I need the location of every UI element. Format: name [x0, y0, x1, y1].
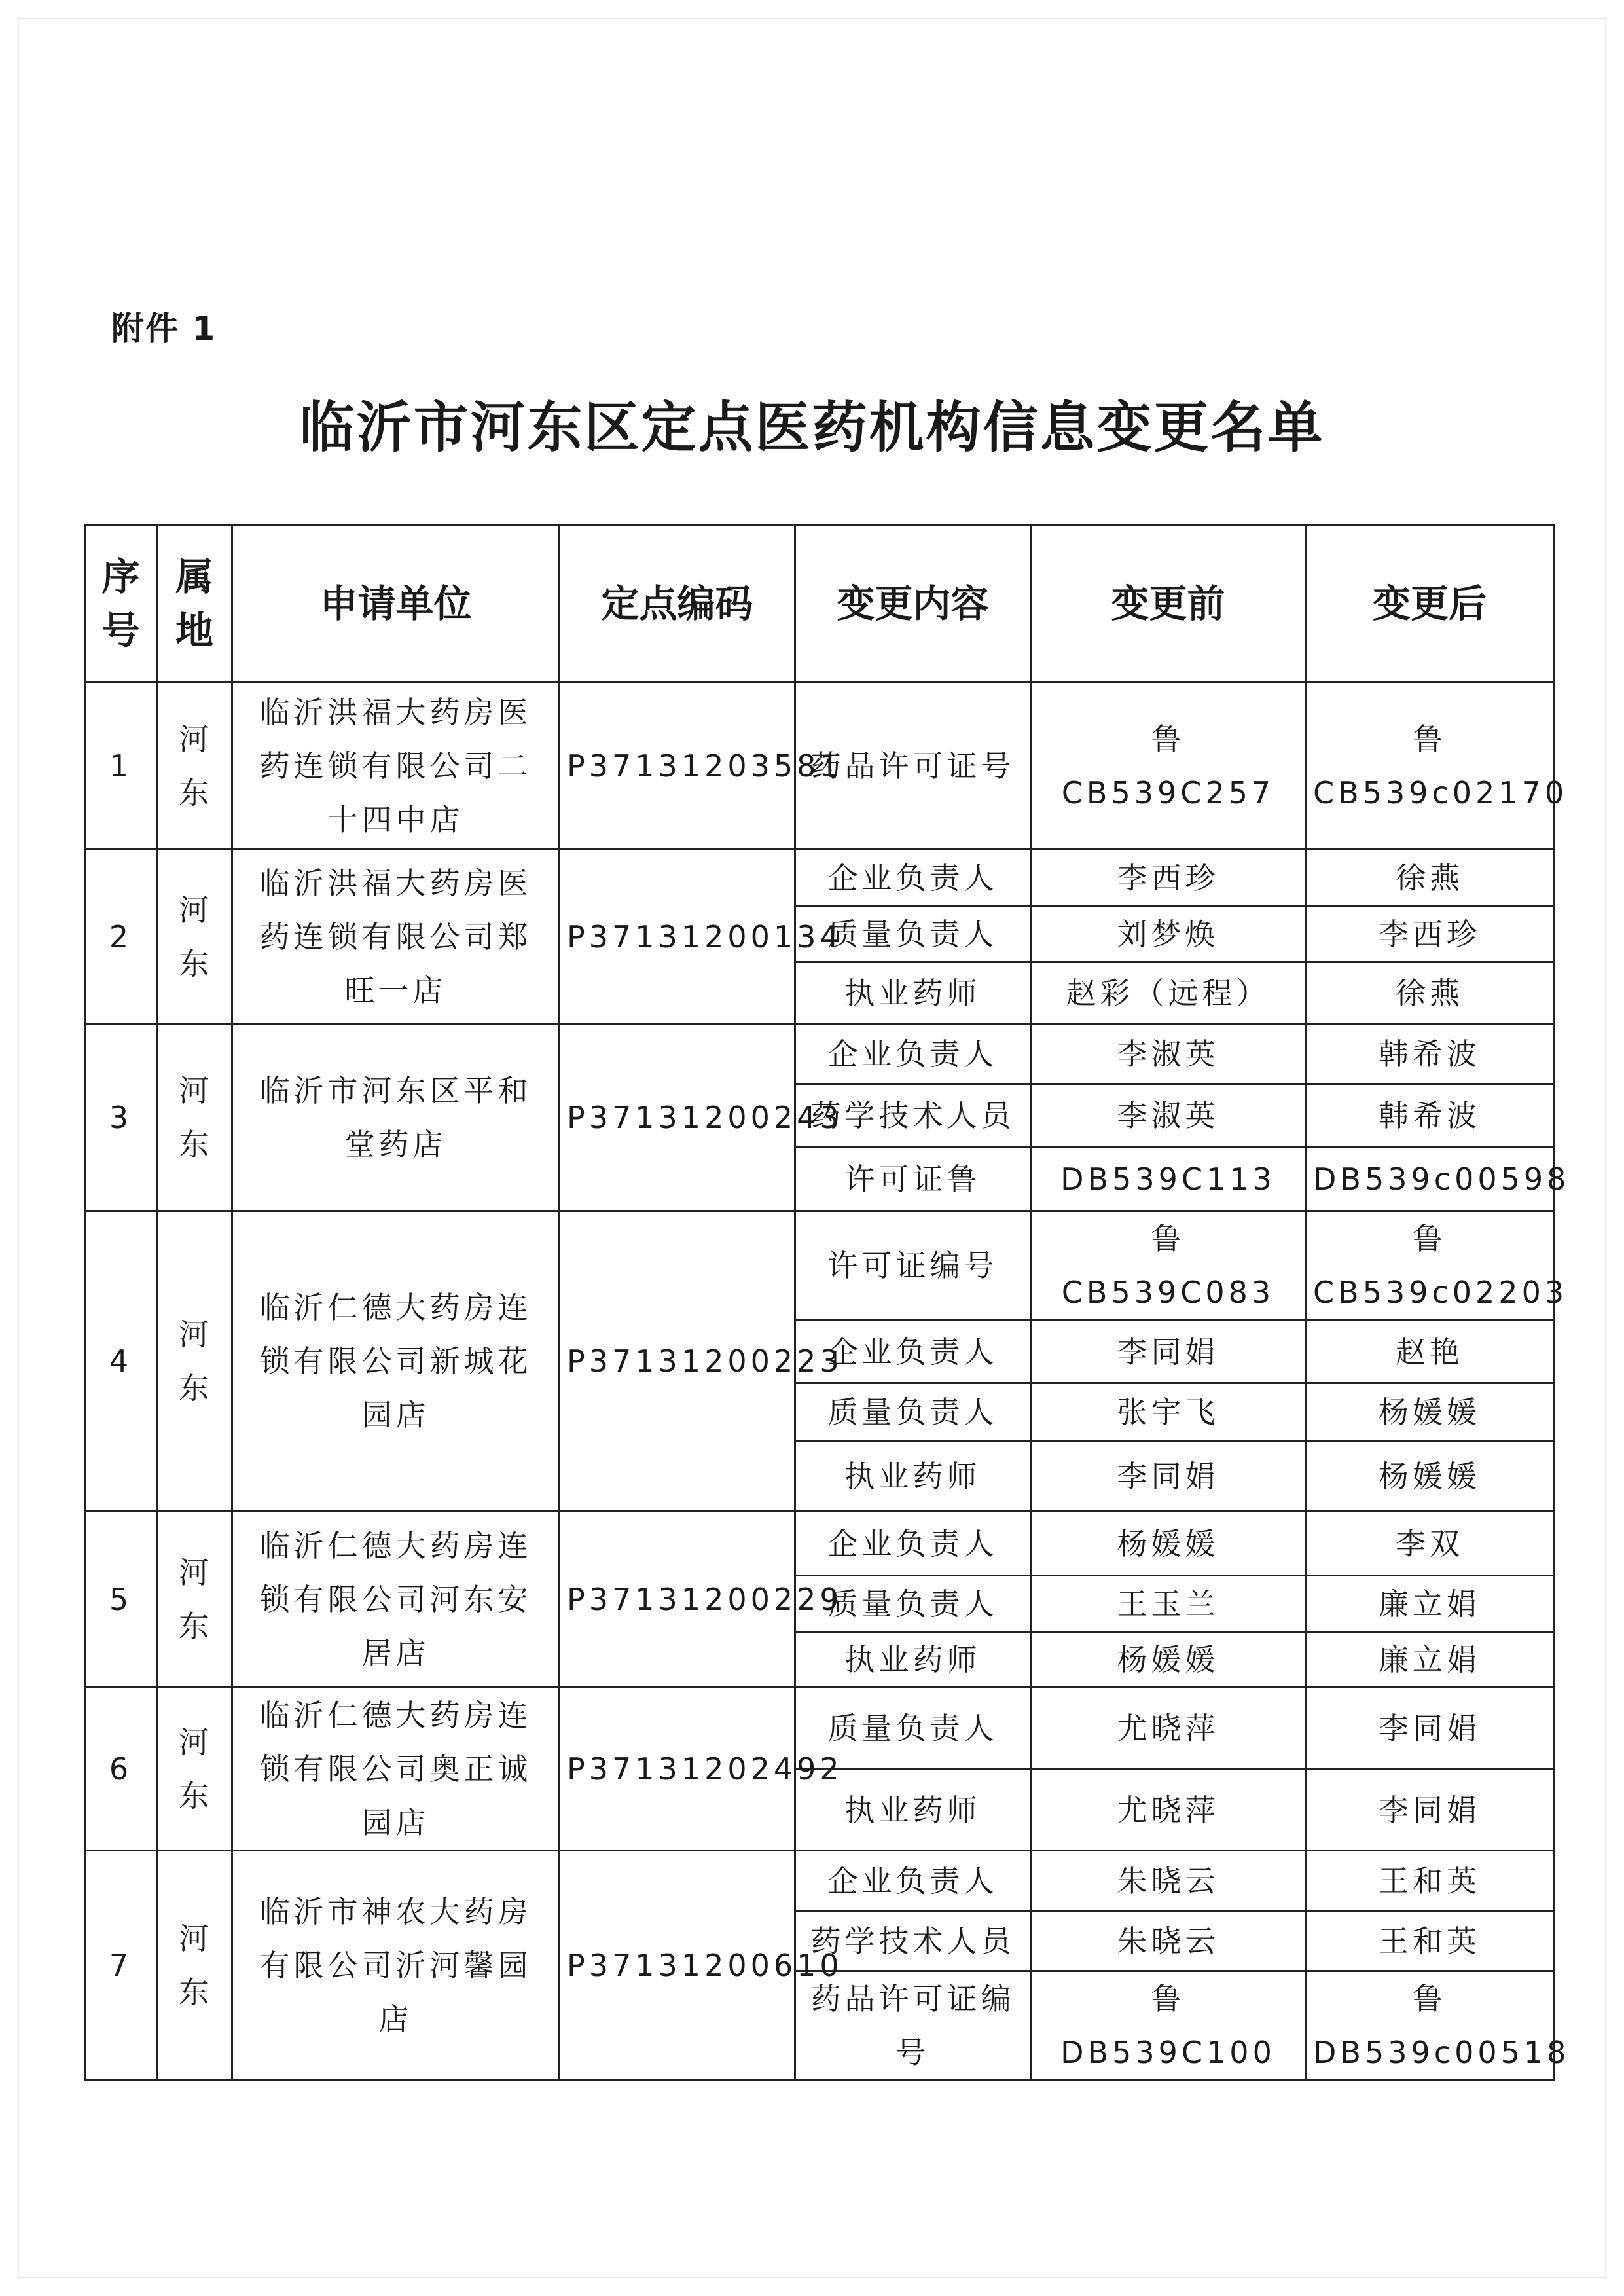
row-applicant: 临沂洪福大药房医药连锁有限公司二十四中店: [232, 682, 560, 850]
value-before: 赵彩（远程）: [1031, 962, 1306, 1024]
row-applicant: 临沂市河东区平和堂药店: [232, 1024, 560, 1211]
row-code: P37131200610: [560, 1851, 795, 2081]
table-row: [85, 1851, 1554, 1911]
table-row: [85, 1211, 1554, 1321]
row-seq: 7: [85, 1851, 157, 2081]
change-item: 质量负责人: [795, 1576, 1031, 1632]
value-after: 李西珍: [1306, 906, 1554, 962]
row-applicant: 临沂洪福大药房医药连锁有限公司郑旺一店: [232, 850, 560, 1024]
value-after: 徐燕: [1306, 962, 1554, 1024]
header-region: 属地: [157, 525, 232, 682]
header-applicant: 申请单位: [232, 525, 560, 682]
change-item: 企业负责人: [795, 1851, 1031, 1911]
value-before: DB539C113: [1031, 1147, 1306, 1211]
value-after: 杨媛媛: [1306, 1383, 1554, 1441]
row-code: P37131200229: [560, 1512, 795, 1688]
table-body: [85, 682, 1570, 2081]
change-item: 执业药师: [795, 1632, 1031, 1688]
attachment-label: 附件 1: [111, 310, 217, 348]
row-seq: 3: [85, 1024, 157, 1211]
value-after: 李同娟: [1306, 1770, 1554, 1851]
value-before: 鲁 CB539C257: [1031, 682, 1306, 850]
table-row: [85, 1024, 1554, 1084]
value-before: 鲁 CB539C083: [1031, 1211, 1306, 1321]
change-item: 执业药师: [795, 962, 1031, 1024]
change-item: 质量负责人: [795, 1383, 1031, 1441]
table-row: [85, 850, 1554, 906]
value-before: 杨媛媛: [1031, 1632, 1306, 1688]
value-before: 鲁 DB539C100: [1031, 1971, 1306, 2081]
row-seq: 5: [85, 1512, 157, 1688]
row-region: 河东: [157, 1512, 232, 1688]
change-item: 企业负责人: [795, 1512, 1031, 1576]
change-item: 企业负责人: [795, 1024, 1031, 1084]
value-after: 韩希波: [1306, 1084, 1554, 1147]
value-after: 韩希波: [1306, 1024, 1554, 1084]
value-after: 李同娟: [1306, 1688, 1554, 1770]
row-seq: 4: [85, 1211, 157, 1512]
change-item: 许可证鲁: [795, 1147, 1031, 1211]
value-after: 鲁 CB539c02170: [1306, 682, 1554, 850]
row-code: P37131203581: [560, 682, 795, 850]
value-before: 尤晓萍: [1031, 1688, 1306, 1770]
value-before: 刘梦焕: [1031, 906, 1306, 962]
header-seq: 序号: [85, 525, 157, 682]
row-seq: 1: [85, 682, 157, 850]
row-applicant: 临沂仁德大药房连锁有限公司河东安居店: [232, 1512, 560, 1688]
value-after: 廉立娟: [1306, 1576, 1554, 1632]
row-code: P37131200223: [560, 1211, 795, 1512]
value-before: 杨媛媛: [1031, 1512, 1306, 1576]
row-applicant: 临沂仁德大药房连锁有限公司奥正诚园店: [232, 1688, 560, 1851]
value-after: 廉立娟: [1306, 1632, 1554, 1688]
change-item: 质量负责人: [795, 1688, 1031, 1770]
value-after: 鲁 DB539c00518: [1306, 1971, 1554, 2081]
value-after: 杨媛媛: [1306, 1441, 1554, 1512]
row-region: 河东: [157, 1851, 232, 2081]
change-item: 许可证编号: [795, 1211, 1031, 1321]
value-after: DB539c00598: [1306, 1147, 1554, 1211]
value-before: 李同娟: [1031, 1321, 1306, 1383]
change-item: 药学技术人员: [795, 1911, 1031, 1971]
table-row: [85, 1512, 1554, 1576]
header-code: 定点编码: [560, 525, 795, 682]
row-region: 河东: [157, 1024, 232, 1211]
row-applicant: 临沂仁德大药房连锁有限公司新城花园店: [232, 1211, 560, 1512]
value-before: 李淑英: [1031, 1084, 1306, 1147]
header-after: 变更后: [1306, 525, 1554, 682]
row-region: 河东: [157, 682, 232, 850]
row-code: P37131200243: [560, 1024, 795, 1211]
value-before: 尤晓萍: [1031, 1770, 1306, 1851]
change-list-table: [84, 524, 1570, 2081]
value-after: 王和英: [1306, 1851, 1554, 1911]
document-title: 临沂市河东区定点医药机构信息变更名单: [299, 395, 1325, 460]
row-code: P37131202492: [560, 1688, 795, 1851]
value-before: 李西珍: [1031, 850, 1306, 906]
value-after: 李双: [1306, 1512, 1554, 1576]
row-code: P37131200134: [560, 850, 795, 1024]
value-after: 鲁 CB539c02203: [1306, 1211, 1554, 1321]
change-item: 执业药师: [795, 1770, 1031, 1851]
value-before: 朱晓云: [1031, 1911, 1306, 1971]
change-item: 质量负责人: [795, 906, 1031, 962]
row-region: 河东: [157, 1688, 232, 1851]
header-before: 变更前: [1031, 525, 1306, 682]
table-row: [85, 682, 1554, 850]
value-after: 王和英: [1306, 1911, 1554, 1971]
value-before: 王玉兰: [1031, 1576, 1306, 1632]
value-before: 张宇飞: [1031, 1383, 1306, 1441]
change-item: 药品许可证编号: [795, 1971, 1031, 2081]
value-before: 李同娟: [1031, 1441, 1306, 1512]
value-after: 徐燕: [1306, 850, 1554, 906]
value-before: 李淑英: [1031, 1024, 1306, 1084]
row-seq: 6: [85, 1688, 157, 1851]
table-row: [85, 1688, 1554, 1770]
change-item: 药品许可证号: [795, 682, 1031, 850]
change-item: 执业药师: [795, 1441, 1031, 1512]
change-item: 企业负责人: [795, 1321, 1031, 1383]
row-region: 河东: [157, 850, 232, 1024]
row-region: 河东: [157, 1211, 232, 1512]
change-item: 药学技术人员: [795, 1084, 1031, 1147]
row-applicant: 临沂市神农大药房有限公司沂河馨园店: [232, 1851, 560, 2081]
value-before: 朱晓云: [1031, 1851, 1306, 1911]
header-row: [85, 525, 1554, 682]
value-after: 赵艳: [1306, 1321, 1554, 1383]
change-item: 企业负责人: [795, 850, 1031, 906]
row-seq: 2: [85, 850, 157, 1024]
header-content: 变更内容: [795, 525, 1031, 682]
